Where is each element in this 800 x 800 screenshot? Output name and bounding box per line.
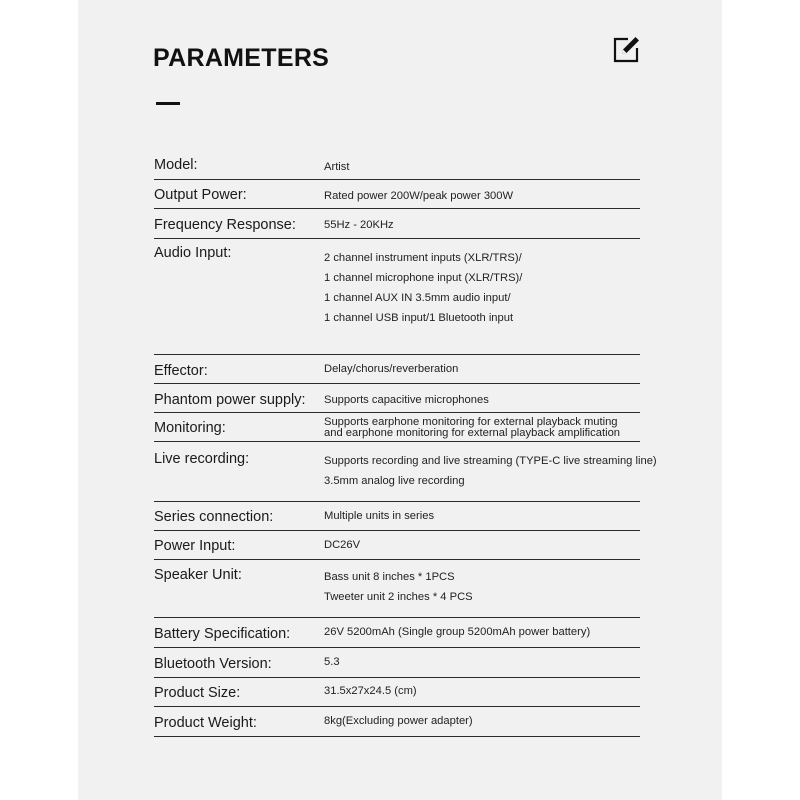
- spec-label: Output Power:: [154, 187, 247, 203]
- spec-value: Supports recording and live streaming (TYPE-C live streaming line): [324, 455, 657, 467]
- spec-value: 31.5x27x24.5 (cm): [324, 685, 417, 697]
- spec-value: Artist: [324, 161, 350, 173]
- spec-row-product-weight: [154, 715, 640, 737]
- spec-value: 2 channel instrument inputs (XLR/TRS)/: [324, 252, 522, 264]
- spec-value: 55Hz - 20KHz: [324, 219, 394, 231]
- spec-label: Monitoring:: [154, 420, 226, 436]
- spec-row-output-power: [154, 187, 640, 209]
- spec-row-power-input: [154, 538, 640, 560]
- edit-icon[interactable]: [611, 33, 643, 65]
- spec-row-frequency-response: [154, 217, 640, 239]
- spec-value-list: [324, 626, 590, 638]
- spec-value: 1 channel USB input/1 Bluetooth input: [324, 312, 514, 324]
- spec-value: Multiple units in series: [324, 510, 435, 522]
- spec-row-speaker-unit: [154, 567, 640, 618]
- spec-value: Bass unit 8 inches * 1PCS: [324, 571, 455, 583]
- spec-label: Product Weight:: [154, 715, 257, 731]
- spec-label: Audio Input:: [154, 245, 232, 261]
- spec-label: Power Input:: [154, 538, 236, 554]
- spec-value-list: [324, 190, 513, 202]
- spec-value: 5.3: [324, 656, 340, 668]
- spec-value: Tweeter unit 2 inches * 4 PCS: [324, 591, 473, 603]
- spec-value-list: [324, 363, 458, 375]
- spec-row-model: [154, 157, 640, 180]
- spec-value-list: [324, 685, 417, 697]
- spec-label: Product Size:: [154, 685, 241, 701]
- spec-value-list: [324, 539, 360, 551]
- spec-value: 8kg(Excluding power adapter): [324, 715, 473, 727]
- spec-value: 1 channel microphone input (XLR/TRS)/: [324, 272, 523, 284]
- spec-value: Supports capacitive microphones: [324, 394, 489, 406]
- spec-row-series-connection: [154, 509, 640, 531]
- spec-label: Bluetooth Version:: [154, 656, 272, 672]
- spec-row-effector: [154, 363, 640, 384]
- spec-value: Rated power 200W/peak power 300W: [324, 190, 514, 202]
- spec-label: Series connection:: [154, 509, 274, 525]
- spec-value-list: [324, 219, 394, 231]
- spec-value: 3.5mm analog live recording: [324, 475, 465, 487]
- spec-value-list: [324, 161, 349, 173]
- spec-row-phantom-power-supply: [154, 392, 640, 413]
- spec-value-list: [324, 656, 340, 668]
- spec-value-list: [324, 510, 434, 522]
- spec-label: Model:: [154, 157, 198, 173]
- spec-label: Effector:: [154, 363, 208, 379]
- spec-row-bluetooth-version: [154, 656, 640, 678]
- spec-value: and earphone monitoring for external playback amplification: [324, 427, 621, 439]
- spec-value-list: [324, 567, 473, 607]
- spec-row-live-recording: [154, 451, 657, 502]
- spec-label: Live recording:: [154, 451, 250, 467]
- spec-label: Battery Specification:: [154, 626, 291, 642]
- spec-label: Frequency Response:: [154, 217, 296, 233]
- spec-row-battery-specification: [154, 626, 640, 648]
- spec-value-list: [324, 715, 473, 727]
- spec-value: DC26V: [324, 539, 361, 551]
- spec-value: Delay/chorus/reverberation: [324, 363, 459, 375]
- spec-value-list: [324, 248, 522, 328]
- title-underline: [156, 102, 180, 105]
- spec-row-monitoring: [154, 416, 640, 442]
- spec-value-list: [324, 451, 657, 491]
- spec-value: 1 channel AUX IN 3.5mm audio input/: [324, 292, 511, 304]
- page-title: PARAMETERS: [153, 44, 330, 72]
- spec-row-audio-input: [154, 245, 640, 355]
- spec-label: Speaker Unit:: [154, 567, 242, 583]
- spec-value: Supports earphone monitoring for external playback muting: [324, 416, 618, 428]
- spec-value-list: [324, 417, 620, 439]
- spec-label: Phantom power supply:: [154, 392, 306, 408]
- spec-value: 26V 5200mAh (Single group 5200mAh power battery): [324, 626, 591, 638]
- spec-row-product-size: [154, 685, 640, 707]
- spec-value-list: [324, 394, 489, 406]
